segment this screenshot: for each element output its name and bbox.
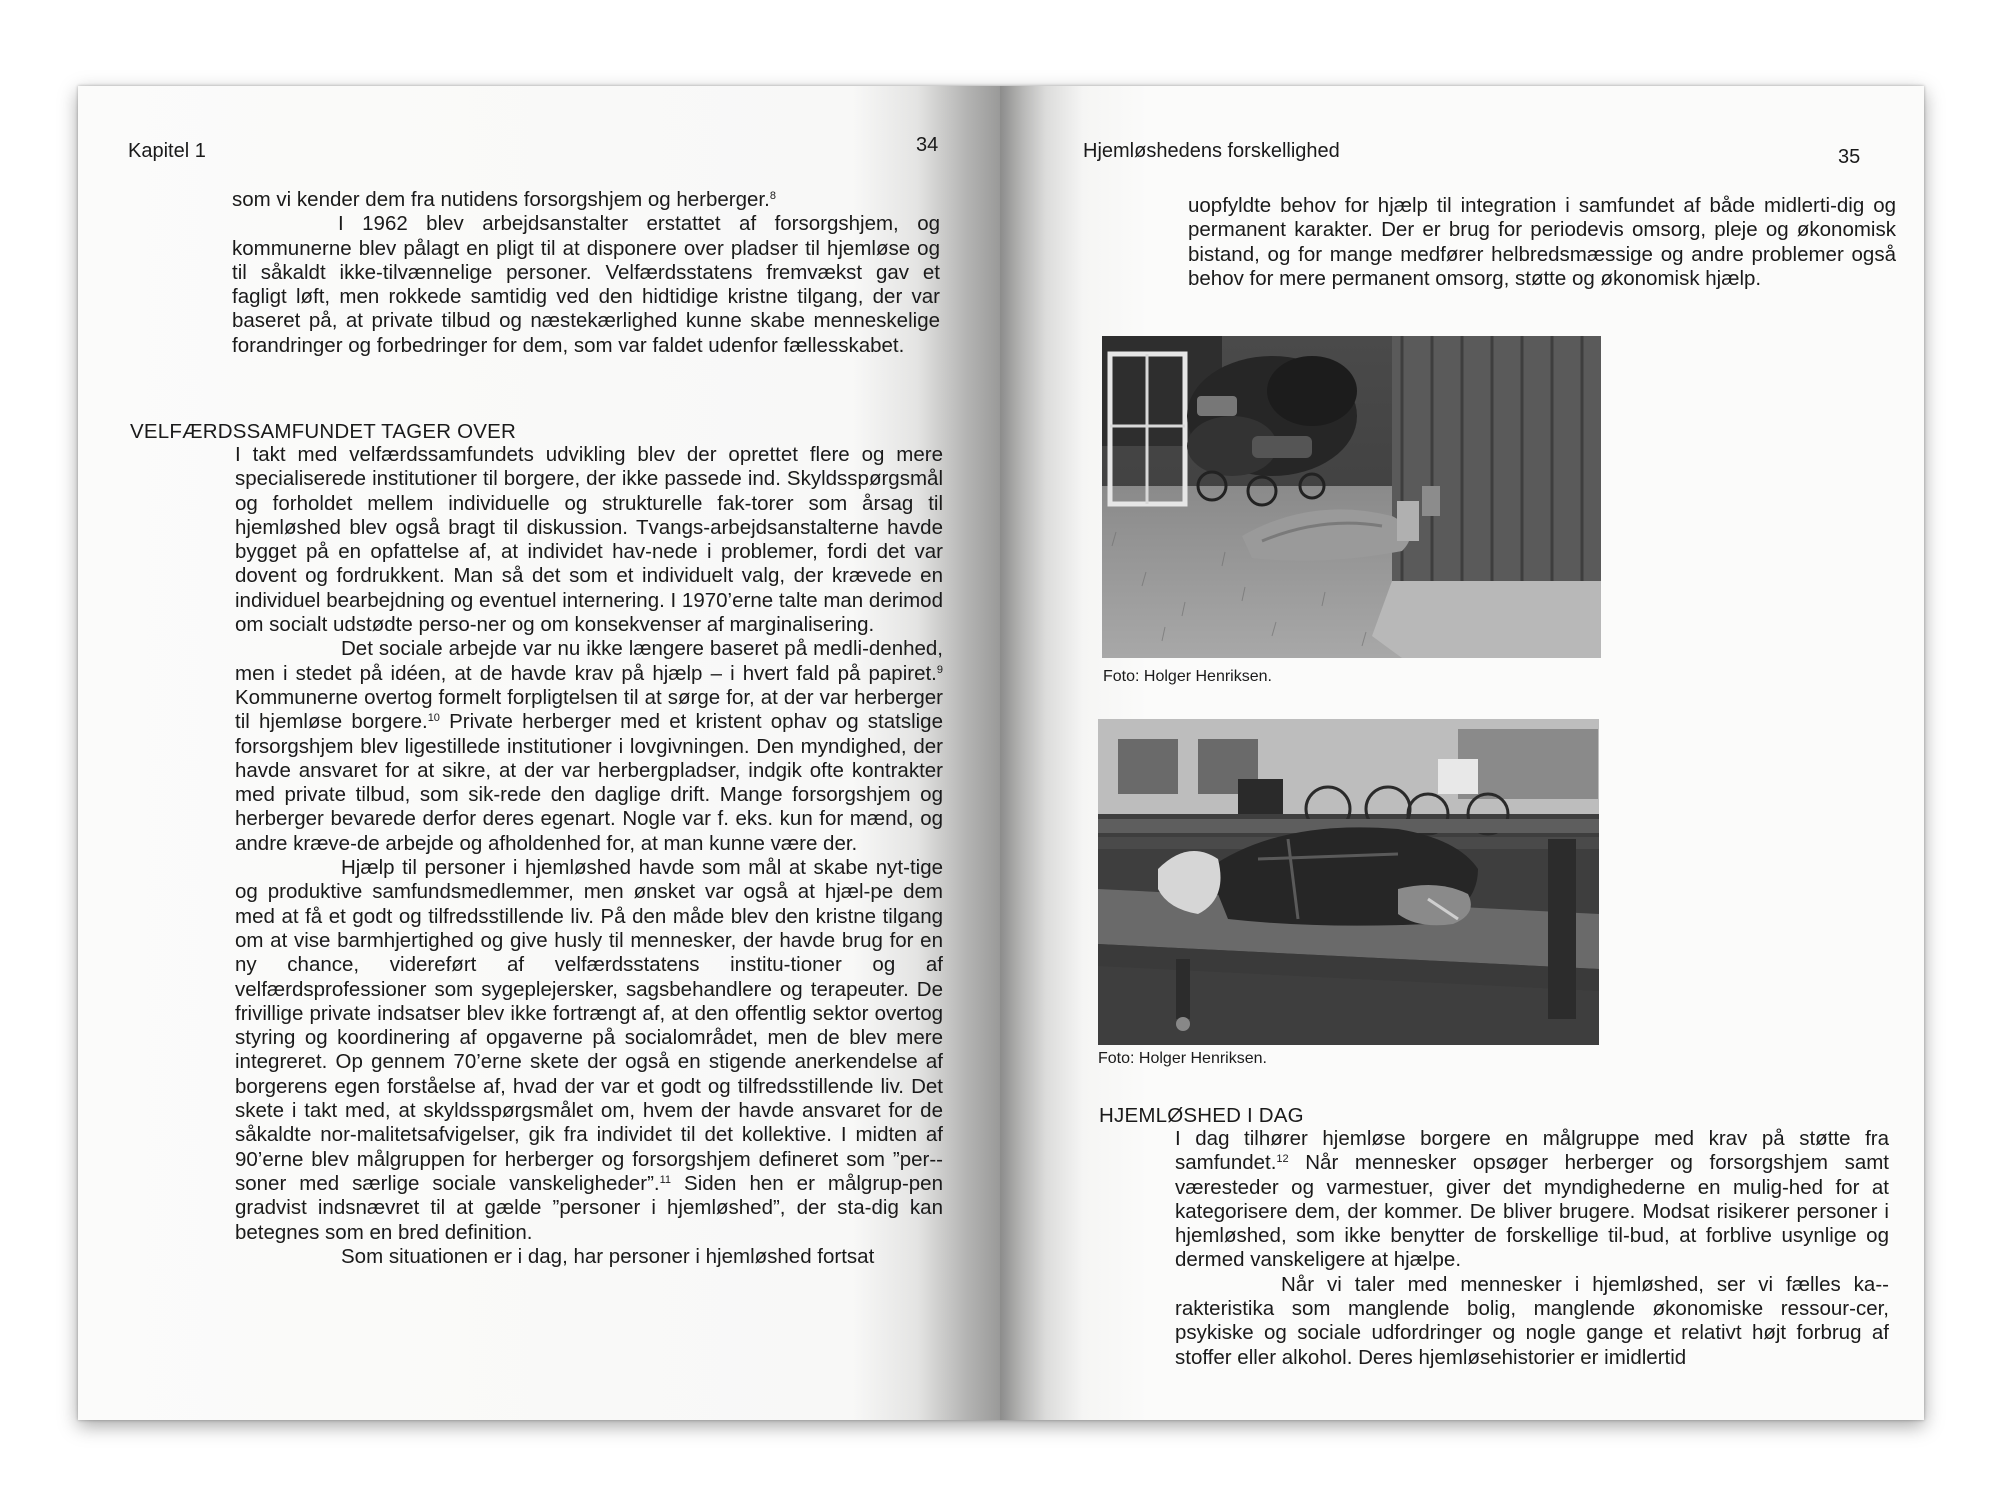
open-book bbox=[78, 86, 1924, 1420]
photo-belongings-illustration bbox=[1102, 336, 1601, 658]
photo-bench-illustration bbox=[1098, 719, 1599, 1045]
right-section-text bbox=[1175, 1127, 1889, 1370]
body-paragraph: Hjælp til personer i hjemløshed havde som mål at skabe nyt-tige og produktive samfundsmedlemmer, men ønsket var også at hjæl-pe dem med at få et godt og tilfredsstillende liv. På den måde blev den kristne tilgang om at vise barmhjertighed og give husly til mennesker, der havde brug for en ny chance, videreført af velfærdsstatens institu-tioner og af velfærdsprofessioner som sygeplejersker, sagsbehandlere og terapeuter. De frivillige private indsatser blev ikke fortrængt af, at den offentlig sektor overtog styring og koordinering af opgaverne på socialområdet, men de blev mere integreret. Op gennem 70’erne skete der også en stigende anerkendelse af borgerens egen forståelse af, hvad der var et godt og tilfredsstillende liv. Det skete i takt med, at skyldsspørgsmålet om, hvem der havde ansvaret for de såkaldte nor-malitetsafvigelser, gik fra individet til det kollektive. I midten af 90’erne blev målgruppen for herberger og forsorgshjem defineret som ”per-soner med særlige sociale vanskeligheder”.$^{11}$ Siden hen er målgrup-pen gradvist indsnævret til at gælde ”personer i hjemløshed”, der sta-dig kan betegnes som en bred definition. bbox=[235, 856, 943, 1244]
left-intro-text bbox=[232, 188, 940, 358]
body-paragraph: som vi kender dem fra nutidens forsorgshjem og herberger.$^8$ bbox=[232, 188, 776, 211]
page-number-left: 34 bbox=[916, 134, 939, 156]
photo1-caption: Foto: Holger Henriksen. bbox=[1103, 668, 1272, 685]
photo-person-sleeping-on-bench bbox=[1098, 719, 1599, 1045]
right-page bbox=[1000, 86, 1924, 1420]
left-intro-paragraphs bbox=[232, 188, 940, 358]
body-paragraph: Det sociale arbejde var nu ikke længere baseret på medli-denhed, men i stedet på idéen, at de havde krav på hjælp – i hvert fald på papiret.$^9$ Kommunerne overtog formelt forpligtelsen til at sørge for, at der var herberger til hjemløse borgere.$^{10}$ Private herberger med et kristent ophav og statslige forsorgshjem blev ligestillede institutioner i lovgivningen. Den myndighed, der havde ansvaret for at sikre, at der var herbergpladser, indgik ofte kontrakter med private tilbud, som sik-rede den daglige drift. Mange forsorgshjem og herberger bevarede derfor deres egenart. Nogle var f. eks. kun for mænd, og andre kræve-de arbejde og afholdenhed for, at man kunne være der. bbox=[235, 637, 943, 855]
running-head-right: Hjemløshedens forskellighed bbox=[1083, 140, 1340, 162]
left-section-text bbox=[235, 443, 943, 1269]
photo2-caption: Foto: Holger Henriksen. bbox=[1098, 1050, 1267, 1067]
body-paragraph: uopfyldte behov for hjælp til integration i samfundet af både midlerti-dig og permanent karakter. Der er brug for periodevis omsorg, pleje og økonomisk bistand, og for mange medfører helbredsmæssige og andre problemer også behov for mere permanent omsorg, støtte og økonomisk hjælp. bbox=[1188, 194, 1896, 290]
right-intro-paragraphs bbox=[1188, 194, 1896, 291]
section-heading-right: HJEMLØSHED I DAG bbox=[1099, 1104, 1304, 1127]
right-section-paragraphs bbox=[1175, 1127, 1889, 1370]
body-paragraph: Som situationen er i dag, har personer i hjemløshed fortsat bbox=[341, 1244, 875, 1268]
body-paragraph: I takt med velfærdssamfundets udvikling blev der oprettet flere og mere specialiserede institutioner til borgere, der ikke passede ind. Skyldsspørgsmål og forholdet mellem individuelle og strukturelle fak-torer som årsag til hjemløshed blev også bragt til diskussion. Tvangs-arbejdsanstalterne havde bygget på en opfattelse af, at individet hav-nede i problemer, fordi det var dovent og fordrukkent. Man så det som et individuelt valg, der krævede en individuel bearbejdning og eventuel internering. I 1970’erne talte man derimod om socialt udstødte perso-ner og om konsekvenser af marginalisering. bbox=[235, 443, 943, 637]
body-paragraph: I 1962 blev arbejdsanstalter erstattet af forsorgshjem, og kommunerne blev pålagt en pligt til at disponere over pladser til hjemløse og til såkaldt ikke-tilvænnelige personer. Velfærdsstatens fremvækst gav et fagligt løft, men rokkede samtidig ved den hidtidige kristne tilgang, der var baseret på, at private tilbud og næstekærlighed kunne skabe menneskelige forandringer og forbedringer for dem, som var faldet udenfor fællesskabet. bbox=[232, 212, 940, 357]
left-page bbox=[78, 86, 1000, 1420]
right-intro-text bbox=[1188, 194, 1896, 291]
left-section-paragraphs bbox=[235, 443, 943, 1269]
section-heading-left: VELFÆRDSSAMFUNDET TAGER OVER bbox=[130, 420, 517, 443]
body-paragraph: I dag tilhører hjemløse borgere en målgruppe med krav på støtte fra samfundet.$^{12}$ Når mennesker opsøger herberger og forsorgshjem samt væresteder og varmestuer, giver det myndighederne en mulig-hed for at kategorisere dem, der kommer. De bliver brugere. Modsat risikerer personer i hjemløshed, som ikke benytter de forskellige til-bud, at forblive usynlige og dermed vanskeligere at hjælpe. bbox=[1175, 1127, 1889, 1272]
photo-belongings-by-shed bbox=[1102, 336, 1601, 658]
page-number-right: 35 bbox=[1838, 146, 1861, 168]
body-paragraph: Når vi taler med mennesker i hjemløshed, ser vi fælles ka-rakteristika som manglende bolig, manglende økonomiske ressour-cer, psykiske og sociale udfordringer og nogle gange et relativt højt forbrug af stoffer eller alkohol. Deres hjemløsehistorier er imidlertid bbox=[1175, 1272, 1889, 1369]
running-head-left: Kapitel 1 bbox=[128, 140, 206, 162]
